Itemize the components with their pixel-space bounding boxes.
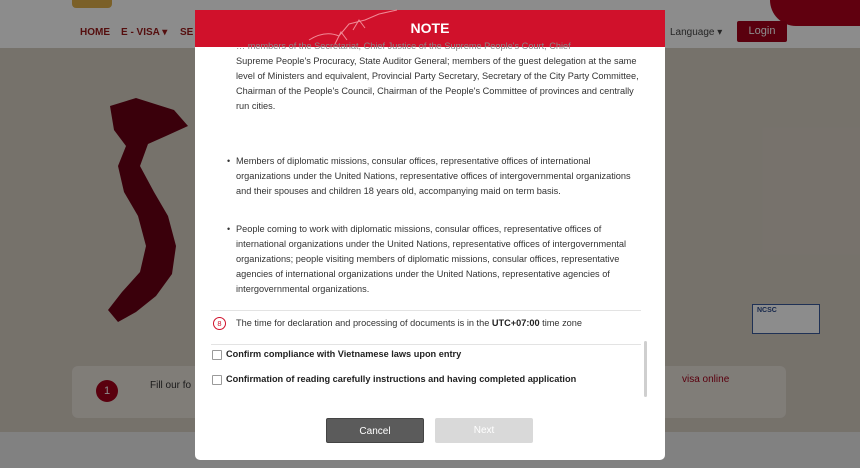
note-paragraph-3: People coming to work with diplomatic missions, consular offices, representative offices of international organizations under the United Nations, representative offices of intergovernmental organizations; people visiting members of diplomatic missions, consular offices, representative agencies of international organizations under the United Nations, representative agencies of intergovernmental organizations. bbox=[236, 224, 627, 294]
timezone-prefix: The time for declaration and processing of documents is in the bbox=[236, 318, 492, 328]
next-button[interactable]: Next bbox=[435, 418, 533, 443]
partial-line: … members of the Secretariat, Chief Justice of the Supreme People's Court, Chief bbox=[236, 41, 571, 51]
login-button[interactable]: Login bbox=[737, 21, 787, 42]
nav-home[interactable]: HOME bbox=[80, 27, 110, 38]
bullet-icon: • bbox=[227, 224, 231, 234]
ncsc-label: NCSC bbox=[757, 307, 777, 314]
step-number: 1 bbox=[96, 380, 118, 402]
bullet-icon: • bbox=[227, 156, 231, 166]
divider bbox=[211, 344, 641, 345]
confirmation-checkbox[interactable] bbox=[212, 375, 222, 385]
compliance-checkbox[interactable] bbox=[212, 350, 222, 360]
scrollbar[interactable] bbox=[644, 341, 647, 397]
timezone-suffix: time zone bbox=[539, 318, 582, 328]
note-dialog bbox=[195, 10, 665, 460]
timezone-value: UTC+07:00 bbox=[491, 318, 540, 328]
cancel-button[interactable]: Cancel bbox=[326, 418, 424, 443]
item-number-badge: 8 bbox=[213, 317, 226, 330]
compliance-label[interactable]: Confirm compliance with Vietnamese laws upon entry bbox=[226, 349, 462, 359]
note-paragraph-1: Supreme People's Procuracy, State Auditor General; members of the guest delegation at the same level of Ministers and equivalent, Provincial Party Secretary, Secretary of the City Party Committee, Chairman of the People's Council, Chairman of the People's Committee of provinces and centrally run cities. bbox=[236, 56, 639, 111]
dialog-title: NOTE bbox=[410, 20, 450, 36]
step-text-right: visa online bbox=[682, 374, 730, 385]
note-paragraph-2: Members of diplomatic missions, consular offices, representative offices of international organizations under the United Nations, representative offices of intergovernmental organizations and their spouses and children 18 years old, accompanying maid on term basis. bbox=[236, 156, 631, 196]
confirmation-label[interactable]: Confirmation of reading carefully instructions and having completed application bbox=[226, 374, 577, 384]
nav-search[interactable]: SE bbox=[180, 27, 194, 38]
timezone-note bbox=[236, 318, 582, 328]
step-text: Fill our fo bbox=[150, 380, 192, 391]
language-dropdown[interactable]: Language ▾ bbox=[670, 27, 723, 38]
divider bbox=[211, 310, 641, 311]
nav-evisa[interactable]: E - VISA ▾ bbox=[121, 27, 168, 38]
